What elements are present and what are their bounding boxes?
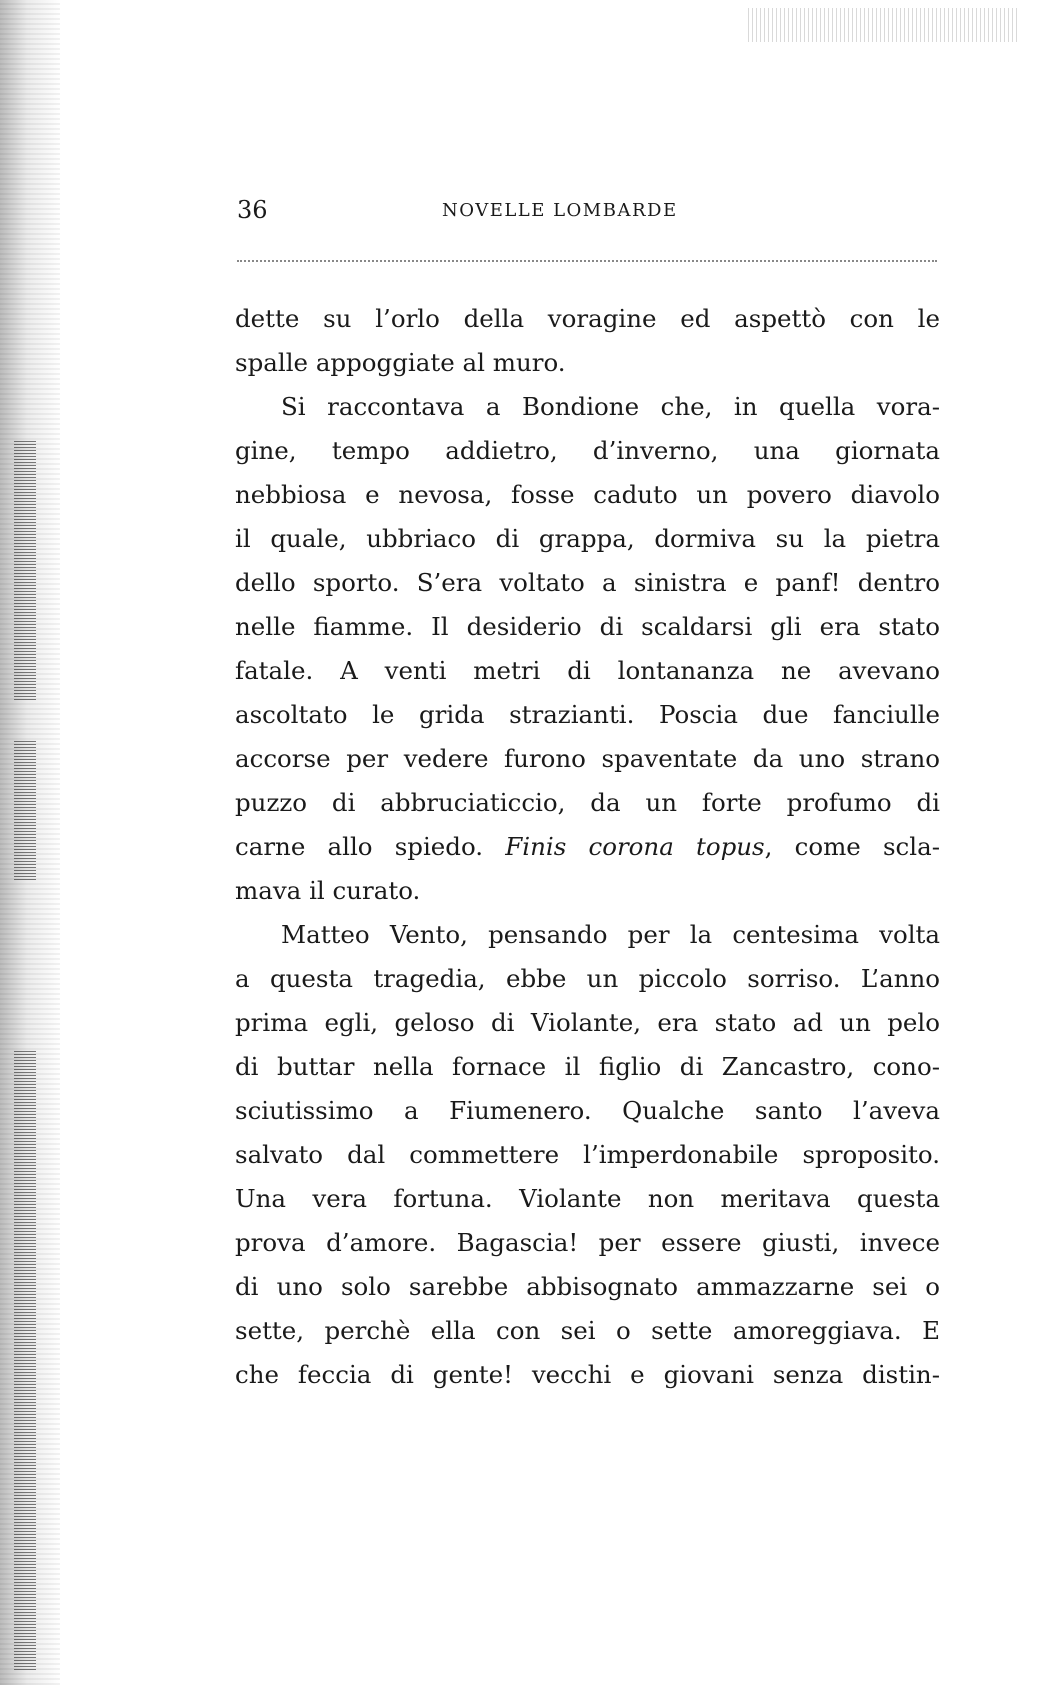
text-line: Una vera fortuna. Violante non meritava questa [235, 1184, 940, 1213]
text-line: dette su l’orlo della voragine ed aspettò con le [235, 304, 940, 333]
header-rule [237, 260, 937, 262]
paragraph-start-line: Matteo Vento, pensando per la centesima volta [281, 920, 940, 949]
text-line: di uno solo sarebbe abbisognato ammazzarne sei o [235, 1272, 940, 1301]
text-line: gine, tempo addietro, d’inverno, una giornata [235, 436, 940, 465]
text-line: di buttar nella fornace il figlio di Zancastro, cono- [235, 1052, 940, 1081]
text-line: che feccia di gente! vecchi e giovani senza distin- [235, 1360, 940, 1389]
text-line: accorse per vedere furono spaventate da uno strano [235, 744, 940, 773]
text-line: salvato dal commettere l’imperdonabile sproposito. [235, 1140, 940, 1169]
text-line-with-italic [235, 825, 940, 869]
body-text [235, 297, 940, 1397]
text-line: prova d’amore. Bagascia! per essere giusti, invece [235, 1228, 940, 1257]
running-title: NOVELLE LOMBARDE [442, 200, 678, 221]
text-line: nelle fiamme. Il desiderio di scaldarsi gli era stato [235, 612, 940, 641]
text-line: mava il curato. [235, 876, 421, 905]
text-line: prima egli, geloso di Violante, era stato ad un pelo [235, 1008, 940, 1037]
scan-gutter-speckle [14, 740, 36, 880]
latin-quote: Finis corona topus [505, 832, 765, 861]
text-segment: carne allo spiedo. [235, 832, 484, 861]
text-line: sette, perchè ella con sei o sette amoreggiava. E [235, 1316, 940, 1345]
text-line: il quale, ubbriaco di grappa, dormiva su la pietra [235, 524, 940, 553]
text-line: sciutissimo a Fiumenero. Qualche santo l’aveva [235, 1096, 940, 1125]
scan-top-noise [748, 8, 1018, 42]
scan-gutter-speckle [14, 1050, 36, 1670]
page-header [237, 196, 937, 236]
paragraph-start-line: Si raccontava a Bondione che, in quella vora- [281, 392, 940, 421]
text-line: fatale. A venti metri di lontananza ne avevano [235, 656, 940, 685]
text-line: a questa tragedia, ebbe un piccolo sorriso. L’anno [235, 964, 940, 993]
text-line: puzzo di abbruciaticcio, da un forte profumo di [235, 788, 940, 817]
page-number: 36 [237, 196, 268, 224]
scan-gutter-speckle [14, 440, 36, 700]
text-line: nebbiosa e nevosa, fosse caduto un povero diavolo [235, 480, 940, 509]
text-line: ascoltato le grida strazianti. Poscia due fanciulle [235, 700, 940, 729]
text-line: spalle appoggiate al muro. [235, 348, 566, 377]
text-line: dello sporto. S’era voltato a sinistra e panf! dentro [235, 568, 940, 597]
text-segment: , come scla- [764, 832, 940, 861]
